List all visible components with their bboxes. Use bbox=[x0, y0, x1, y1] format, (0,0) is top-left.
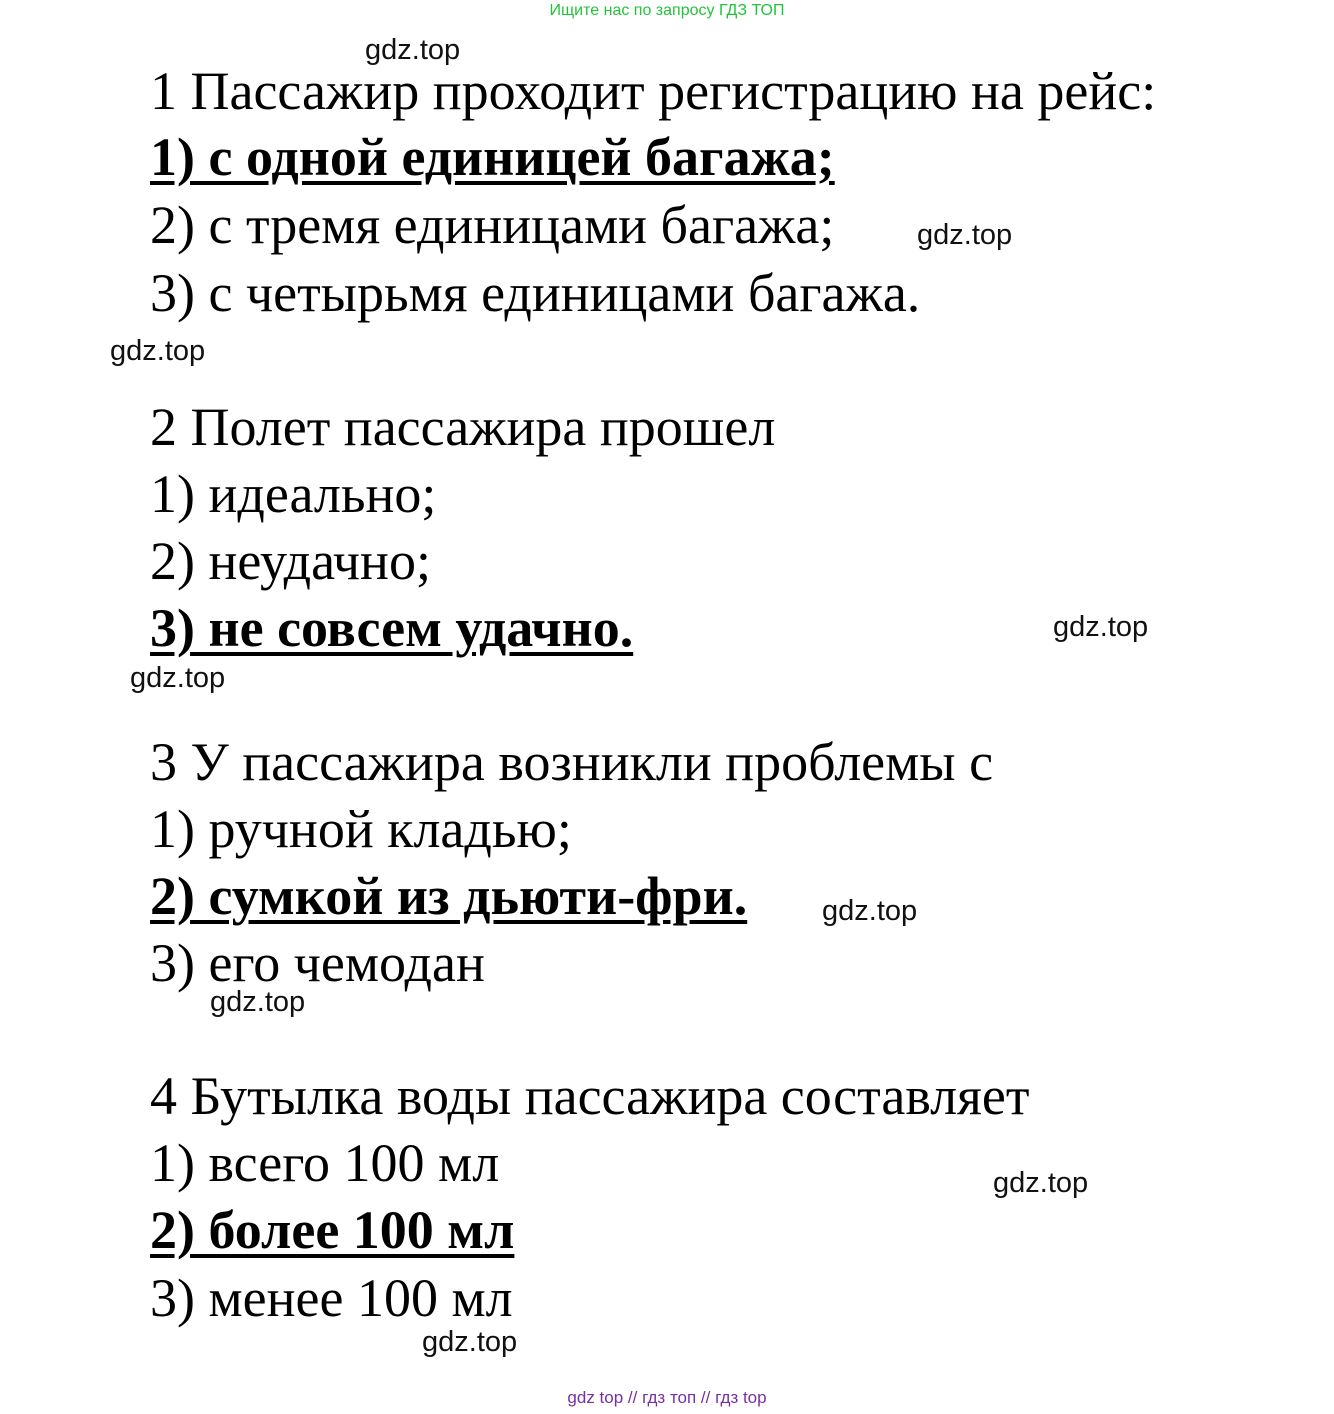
question-2-option-2: 2) неудачно; bbox=[150, 531, 431, 591]
question-2-option-3-answer: 3) не совсем удачно. bbox=[150, 598, 634, 658]
question-1-option-1-answer: 1) с одной единицей багажа; bbox=[150, 127, 835, 187]
question-4-option-1: 1) всего 100 мл bbox=[150, 1133, 500, 1193]
watermark: gdz.top bbox=[822, 895, 918, 927]
top-banner: Ищите нас по запросу ГДЗ ТОП bbox=[549, 2, 785, 19]
question-1-option-3: 3) с четырьмя единицами багажа. bbox=[150, 263, 921, 323]
question-3-prompt: 3 У пассажира возникли проблемы с bbox=[150, 732, 994, 792]
watermark: gdz.top bbox=[917, 219, 1013, 251]
question-4-prompt: 4 Бутылка воды пассажира составляет bbox=[150, 1066, 1030, 1126]
question-4-option-3: 3) менее 100 мл bbox=[150, 1268, 513, 1328]
question-3-option-2-answer: 2) сумкой из дьюти-фри. bbox=[150, 866, 748, 926]
watermark: gdz.top bbox=[130, 662, 226, 694]
question-1-prompt: 1 Пассажир проходит регистрацию на рейс: bbox=[150, 61, 1157, 121]
watermark: gdz.top bbox=[210, 986, 306, 1018]
watermark: gdz.top bbox=[110, 335, 206, 367]
watermark: gdz.top bbox=[993, 1167, 1089, 1199]
question-2-prompt: 2 Полет пассажира прошел bbox=[150, 397, 776, 457]
question-4-option-2-answer: 2) более 100 мл bbox=[150, 1200, 515, 1260]
question-2-option-1: 1) идеально; bbox=[150, 464, 437, 524]
footer: gdz top // гдз топ // гдз top bbox=[567, 1388, 767, 1407]
question-3-option-3: 3) его чемодан bbox=[150, 933, 485, 993]
watermark: gdz.top bbox=[365, 34, 461, 66]
watermark: gdz.top bbox=[1053, 611, 1149, 643]
question-3-option-1: 1) ручной кладью; bbox=[150, 799, 572, 859]
watermark: gdz.top bbox=[422, 1326, 518, 1358]
question-1-option-2: 2) с тремя единицами багажа; bbox=[150, 195, 835, 255]
